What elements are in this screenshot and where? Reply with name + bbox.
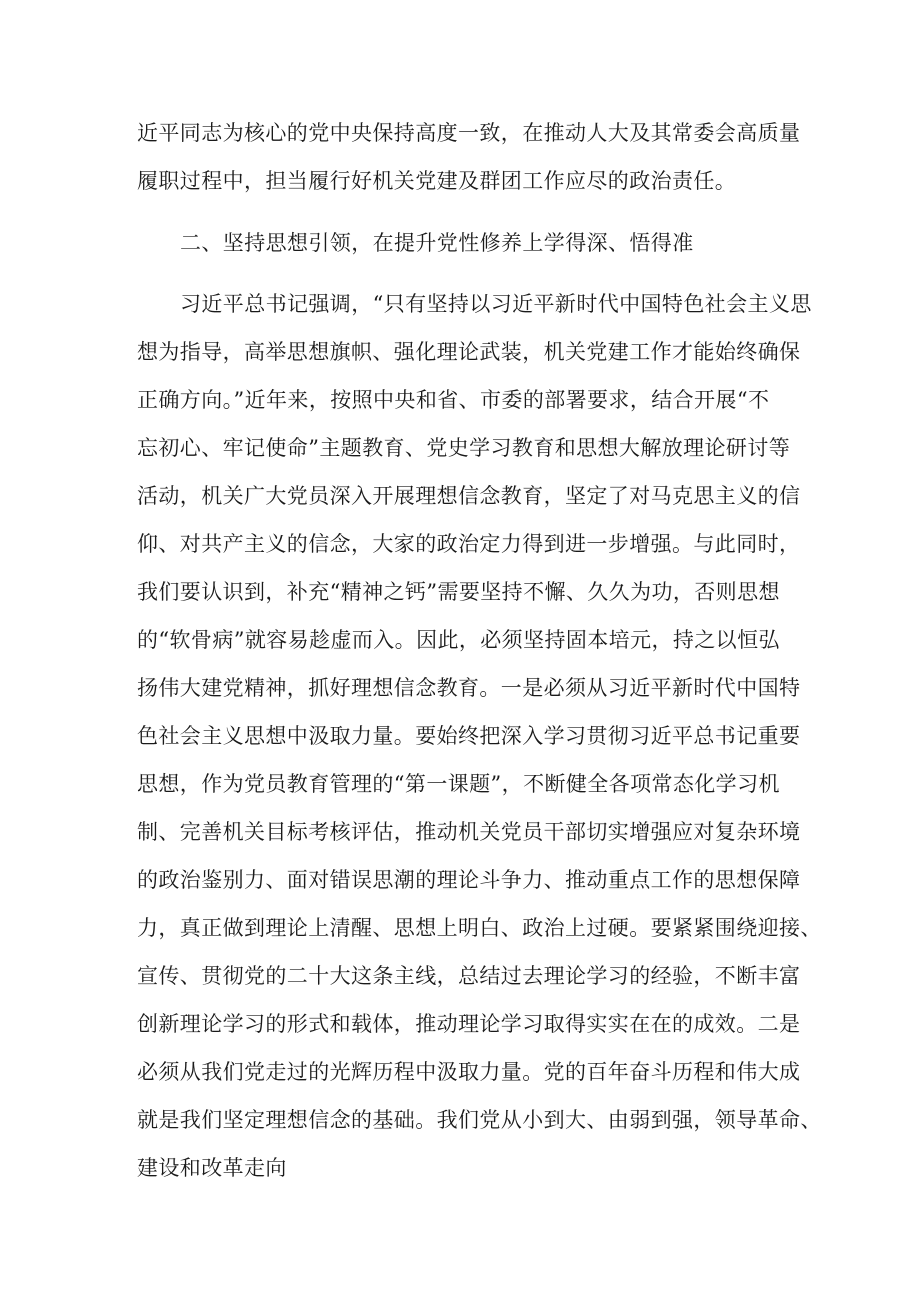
paragraph-2-line-7: 我们要认识到，补充“精神之钙”需要坚持不懈、久久为功，否则思想: [137, 580, 780, 604]
paragraph-2-line-8: 的“软骨病”就容易趁虚而入。因此，必须坚持固本培元，持之以恒弘: [137, 628, 780, 652]
paragraph-2-line-9: 扬伟大建党精神，抓好理想信念教育。一是必须从习近平新时代中国特: [137, 676, 801, 700]
paragraph-2-line-10: 色社会主义思想中汲取力量。要始终把深入学习贯彻习近平总书记重要: [137, 724, 801, 748]
paragraph-2-line-3: 正确方向。”近年来，按照中央和省、市委的部署要求，结合开展“不: [137, 388, 770, 412]
paragraph-2-line-6: 仰、对共产主义的信念，大家的政治定力得到进一步增强。与此同时，: [137, 532, 801, 556]
paragraph-2-line-17: 必须从我们党走过的光辉历程中汲取力量。党的百年奋斗历程和伟大成: [137, 1060, 801, 1084]
paragraph-2-line-4: 忘初心、牢记使命”主题教育、党史学习教育和思想大解放理论研讨等: [137, 436, 791, 460]
paragraph-2-line-2: 想为指导，高举思想旗帜、强化理论武装，机关党建工作才能始终确保: [137, 340, 801, 364]
paragraph-2-line-1: 习近平总书记强调，“只有坚持以习近平新时代中国特色社会主义思: [180, 292, 812, 316]
paragraph-2-line-14: 力，真正做到理论上清醒、思想上明白、政治上过硬。要紧紧围绕迎接、: [137, 916, 822, 940]
paragraph-2-line-18: 就是我们坚定理想信念的基础。我们党从小到大、由弱到强，领导革命、: [137, 1108, 822, 1132]
paragraph-2-line-19: 建设和改革走向: [137, 1156, 287, 1180]
section-heading: 二、坚持思想引领，在提升党性修养上学得深、悟得准: [180, 231, 694, 255]
paragraph-2-line-5: 活动，机关广大党员深入开展理想信念教育，坚定了对马克思主义的信: [137, 484, 801, 508]
paragraph-2-line-11: 思想，作为党员教育管理的“第一课题”，不断健全各项常态化学习机: [137, 772, 780, 796]
paragraph-1-line-2: 履职过程中，担当履行好机关党建及群团工作应尽的政治责任。: [137, 169, 737, 193]
paragraph-2-line-16: 创新理论学习的形式和载体，推动理论学习取得实实在在的成效。二是: [137, 1012, 801, 1036]
paragraph-2-line-15: 宣传、贯彻党的二十大这条主线，总结过去理论学习的经验，不断丰富: [137, 964, 801, 988]
paragraph-2-line-13: 的政治鉴别力、面对错误思潮的理论斗争力、推动重点工作的思想保障: [137, 868, 801, 892]
paragraph-2-line-12: 制、完善机关目标考核评估，推动机关党员干部切实增强应对复杂环境: [137, 820, 801, 844]
paragraph-1-line-1: 近平同志为核心的党中央保持高度一致，在推动人大及其常委会高质量: [137, 121, 801, 145]
